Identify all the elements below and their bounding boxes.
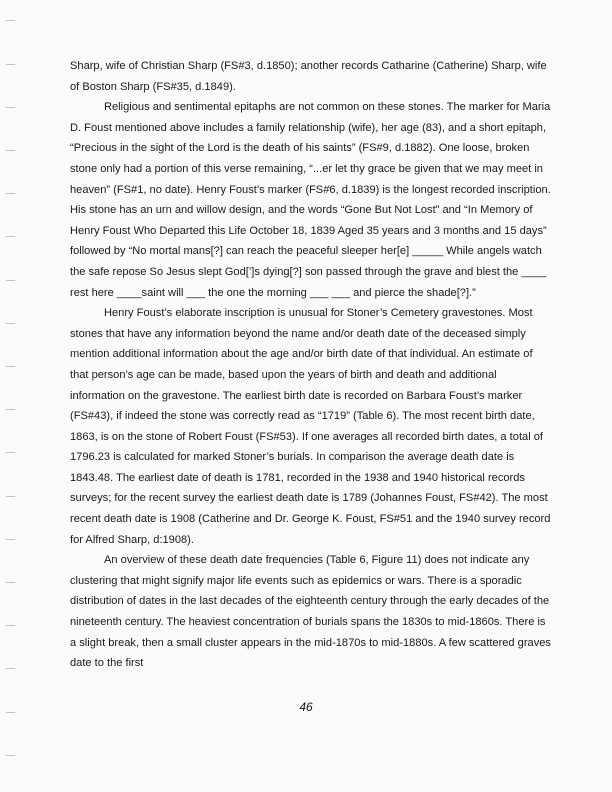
page-number: 46 [299,700,313,714]
paragraph-epitaphs: Religious and sentimental epitaphs are not common on these stones. The marker for Maria D. Foust mentioned above includes a family relationship (wife), her age (83), and a short epitaph, “Precious in the sight of the Lord is the death of his saints” (FS#9, d.1882). One loose, broken stone only had a portion of this verse remaining, “...er let thy grace be given that we may meet in heaven” (FS#1, no date). Henry Foust’s marker (FS#6, d.1839) is the longest recorded inscription. His stone has an urn and willow design, and the words “Gone But Not Lost” and “In Memory of Henry Foust Who Departed this Life October 18, 1839 Aged 35 years and 3 months and 15 days” followed by “No mortal mans[?] can reach the peaceful sleeper her[e] _____ While angels watch the safe repose So Jesus slept God[’]s dying[?] son passed through the grave and blest the ____ rest here ____saint will ___ the one the morning ___ ___ and pierce the shade[?].” [70,101,551,299]
scan-margin-marks [6,0,18,792]
paragraph-inscription-dates: Henry Foust’s elaborate inscription is unusual for Stoner’s Cemetery gravestones. Most stones that have any information beyond the name and/or death date of the deceased simply mention additional information about the age and/or birth date of that individual. An estimate of that person’s age can be made, based upon the years of birth and death and additional information on the gravestone. The earliest birth date is recorded on Barbara Foust’s marker (FS#43), if indeed the stone was correctly read as “1719” (Table 6). The most recent birth date, 1863, is on the stone of Robert Foust (FS#53). If one averages all recorded birth dates, a total of 1796.23 is calculated for marked Stoner’s burials. In comparison the average death date is 1843.48. The earliest date of death is 1781, recorded in the 1938 and 1940 historical records surveys; for the recent survey the earliest death date is 1789 (Johannes Foust, FS#42). The most recent death date is 1908 (Catherine and Dr. George K. Foust, FS#51 and the 1940 survey record for Alfred Sharp, d:1908). [70,307,551,546]
page-body [70,56,552,674]
paragraph-death-frequencies: An overview of these death date frequencies (Table 6, Figure 11) does not indicate any clustering that might signify major life events such as epidemics or wars. There is a sporadic distribution of dates in the last decades of the eighteenth century through the early decades of the nineteenth century. The heaviest concentration of burials spans the 1830s to mid-1860s. There is a slight break, then a small cluster appears in the mid-1870s to mid-1880s. A few scattered graves date to the first [70,554,551,670]
paragraph-continuation: Sharp, wife of Christian Sharp (FS#3, d.1850); another records Catharine (Catherine) Sharp, wife of Boston Sharp (FS#35, d.1849). [70,60,547,93]
